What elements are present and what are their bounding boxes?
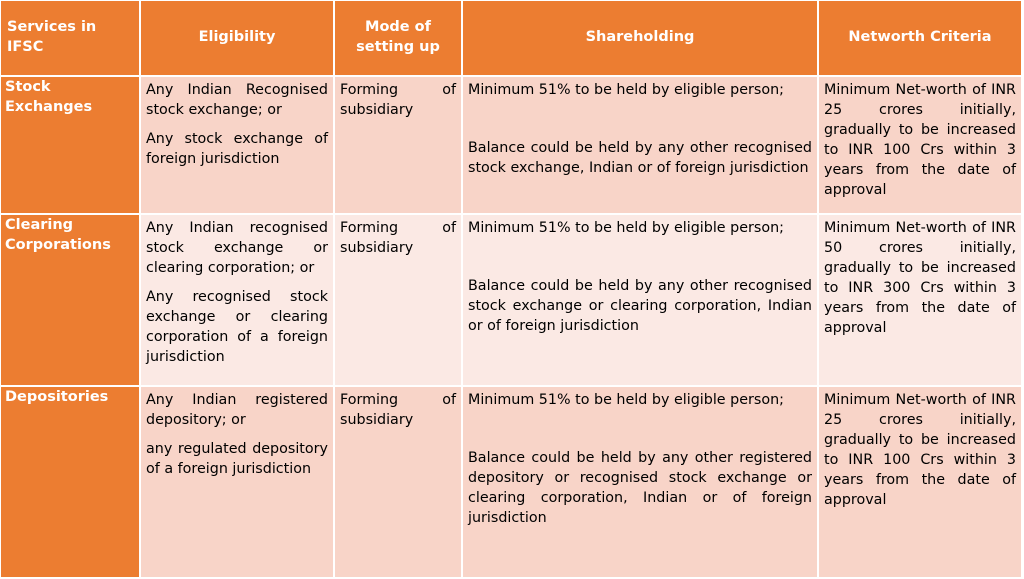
header-row — [1, 1, 1021, 75]
shareholding-cell — [463, 215, 817, 385]
eligibility-cell — [141, 77, 333, 213]
table-row-stock-exchanges — [1, 77, 1021, 213]
service-name: Clearing Corporations — [1, 215, 139, 385]
shareholding-text: Minimum 51% to be held by eligible person; — [468, 392, 784, 408]
eligibility-text: Any recognised stock exchange or clearing corporation of a foreign jurisdiction — [146, 289, 328, 365]
shareholding-text: Minimum 51% to be held by eligible person; — [468, 82, 784, 98]
eligibility-cell — [141, 215, 333, 385]
mode-cell: Forming of subsidiary — [335, 215, 461, 385]
header-networth: Networth Criteria — [819, 1, 1021, 75]
eligibility-text: Any Indian Recognised stock exchange; or — [146, 82, 328, 118]
eligibility-text: any regulated depository of a foreign jurisdiction — [146, 441, 328, 477]
networth-cell: Minimum Net-worth of INR 50 crores initially, gradually to be increased to INR 300 Crs within 3 years from the date of approval — [819, 215, 1021, 385]
table-row-depositories — [1, 387, 1021, 577]
shareholding-text: Minimum 51% to be held by eligible person; — [468, 220, 784, 236]
eligibility-text: Any stock exchange of foreign jurisdiction — [146, 131, 328, 167]
header-services: Services in IFSC — [1, 1, 139, 75]
shareholding-text: Balance could be held by any other registered depository or recognised stock exchange or clearing corporation, Indian or of foreign jurisdiction — [468, 450, 812, 526]
table-row-clearing-corporations — [1, 215, 1021, 385]
mode-cell: Forming of subsidiary — [335, 77, 461, 213]
networth-cell: Minimum Net-worth of INR 25 crores initially, gradually to be increased to INR 100 Crs within 3 years from the date of approval — [819, 77, 1021, 213]
shareholding-text: Balance could be held by any other recognised stock exchange, Indian or of foreign jurisdiction — [468, 140, 812, 176]
header-shareholding: Shareholding — [463, 1, 817, 75]
shareholding-cell — [463, 77, 817, 213]
eligibility-text: Any Indian registered depository; or — [146, 392, 328, 428]
networth-cell: Minimum Net-worth of INR 25 crores initially, gradually to be increased to INR 100 Crs within 3 years from the date of approval — [819, 387, 1021, 577]
header-mode: Mode of setting up — [335, 1, 461, 75]
service-name: Stock Exchanges — [1, 77, 139, 213]
service-name: Depositories — [1, 387, 139, 577]
header-eligibility: Eligibility — [141, 1, 333, 75]
mode-cell: Forming of subsidiary — [335, 387, 461, 577]
shareholding-text: Balance could be held by any other recognised stock exchange or clearing corporation, Indian or of foreign jurisdiction — [468, 278, 812, 334]
eligibility-cell — [141, 387, 333, 577]
shareholding-cell — [463, 387, 817, 577]
eligibility-text: Any Indian recognised stock exchange or clearing corporation; or — [146, 220, 328, 276]
